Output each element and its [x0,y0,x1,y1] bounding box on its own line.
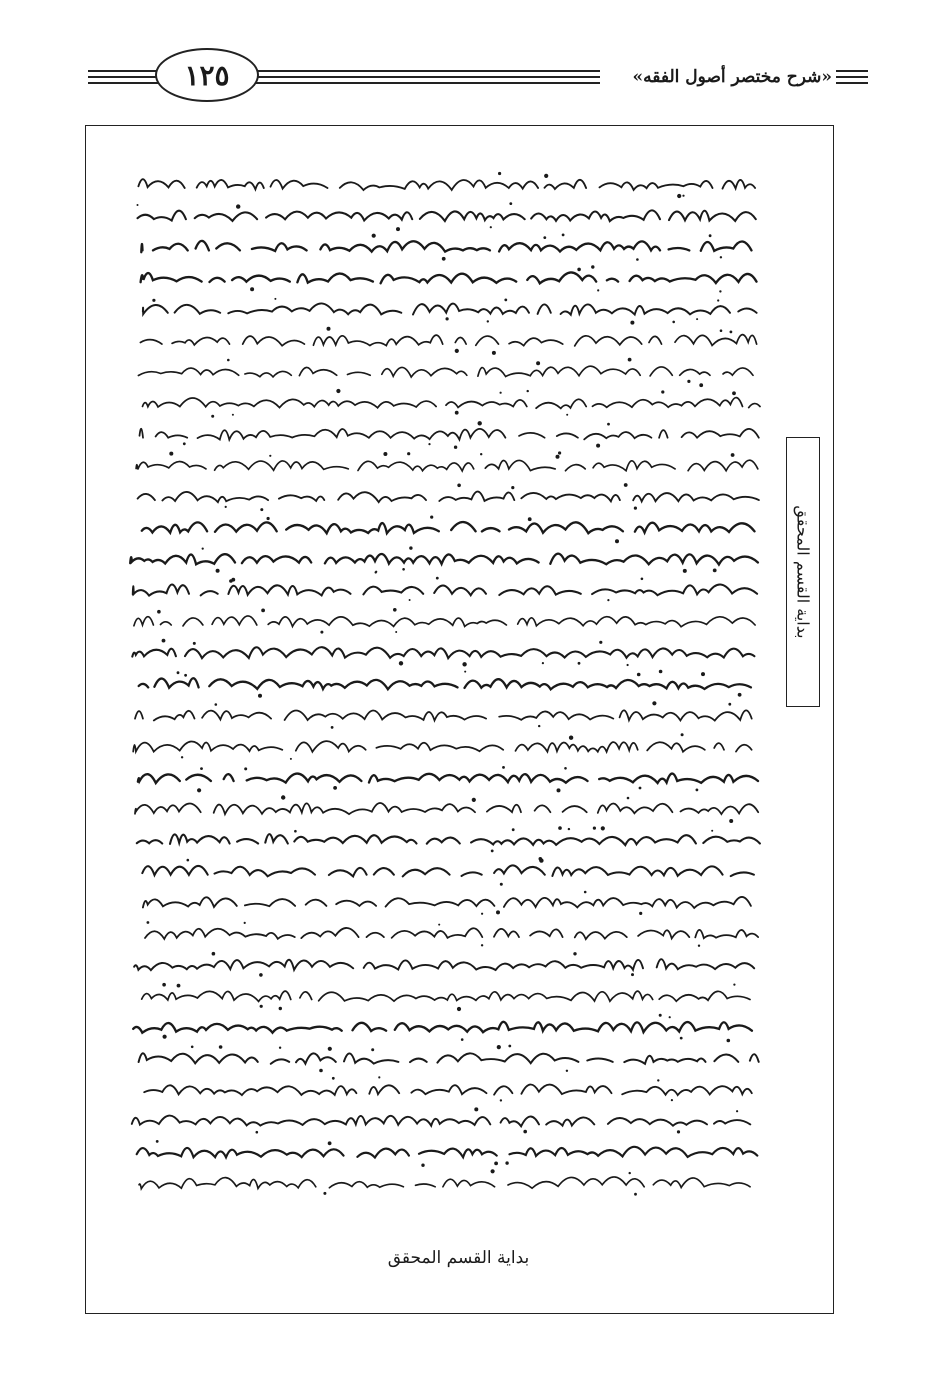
manuscript-line [141,272,757,283]
manuscript-line [130,554,758,565]
manuscript-dot [227,359,230,362]
manuscript-dot [630,321,634,325]
manuscript-dot [331,726,334,729]
manuscript-dot [187,859,190,862]
manuscript-dot [593,827,596,830]
manuscript-dot [542,662,544,664]
manuscript-dot [502,766,505,769]
manuscript-dot [162,639,166,643]
manuscript-dot [639,912,642,915]
manuscript-dot [491,1169,495,1173]
manuscript-line [132,1116,751,1127]
manuscript-dot [556,455,560,459]
manuscript-dot [481,944,483,946]
manuscript-dot [628,358,632,362]
manuscript-line [143,897,751,908]
manuscript-line [143,303,757,314]
manuscript-dot [395,631,397,633]
manuscript-dot [177,671,180,674]
manuscript-dot [500,1099,502,1101]
manuscript-line [141,241,751,252]
manuscript-line [137,1147,758,1158]
manuscript-dot [536,361,540,365]
manuscript-dot [557,788,561,792]
manuscript-dot [671,1099,673,1101]
manuscript-dot [672,321,675,324]
manuscript-dot [733,984,735,986]
manuscript-dot [430,516,433,519]
manuscript-dot [527,390,529,392]
manuscript-dot [497,1045,501,1049]
manuscript-line [140,429,759,440]
manuscript-line [139,1053,759,1064]
manuscript-dot [191,1046,194,1049]
manuscript-dot [566,1070,568,1072]
manuscript-dot [661,390,664,393]
manuscript-line [135,710,752,720]
manuscript-dot [256,1131,259,1134]
manuscript-dot [496,910,500,914]
manuscript-dot [568,828,570,830]
manuscript-dot [274,298,276,300]
manuscript-line [133,1022,752,1033]
manuscript-dot [696,789,699,792]
manuscript-dot [627,664,629,666]
manuscript-dot [698,945,700,947]
manuscript-dot [478,421,482,425]
handwritten-text [120,170,770,1220]
manuscript-dot [558,451,561,454]
manuscript-dot [543,236,546,239]
manuscript-dot [641,578,644,581]
manuscript-dot [446,317,449,320]
manuscript-dot [717,299,719,301]
manuscript-dot [730,331,733,334]
manuscript-dot [200,767,203,770]
manuscript-dot [402,568,405,571]
manuscript-dot [455,349,459,353]
manuscript-dot [711,830,713,832]
manuscript-dot [491,850,494,853]
manuscript-dot [464,671,466,673]
manuscript-dot [500,392,502,394]
manuscript-dot [457,1007,461,1011]
manuscript-line [133,584,757,595]
manuscript-dot [652,701,656,705]
manuscript-dot [596,444,600,448]
manuscript-line [144,1084,752,1095]
manuscript-dot [494,1162,498,1166]
manuscript-dot [421,1164,424,1167]
manuscript-dot [631,973,634,976]
manuscript-line [145,928,758,939]
manuscript-dot [597,289,599,291]
manuscript-dot [399,661,403,665]
manuscript-dot [267,517,270,520]
manuscript-dot [328,1141,332,1145]
manuscript-dot [294,830,297,833]
manuscript-dot [455,411,459,415]
manuscript-dot [736,1110,738,1112]
manuscript-dot [505,1161,508,1164]
manuscript-dot [569,736,573,740]
manuscript-dot [636,258,639,261]
manuscript-dot [729,819,733,823]
running-title: «شرح مختصر أصول الفقه» [600,60,836,94]
manuscript-dot [383,452,387,456]
manuscript-dot [681,733,684,736]
manuscript-dot [544,174,548,178]
manuscript-dot [637,673,641,677]
manuscript-dot [639,787,642,790]
manuscript-dot [509,202,512,205]
manuscript-dot [211,415,214,418]
manuscript-dot [731,453,735,457]
manuscript-dot [181,756,183,758]
manuscript-dot [508,1045,511,1048]
manuscript-dot [269,455,271,457]
manuscript-dot [709,234,712,237]
manuscript-line [139,678,751,689]
manuscript-dot [197,788,201,792]
manuscript-dot [669,1016,671,1018]
manuscript-dot [157,610,161,614]
manuscript-dot [152,299,155,302]
caption: بداية القسم المحقق [387,1248,530,1268]
manuscript-line [143,398,761,409]
manuscript-dot [225,506,227,508]
manuscript-dot [512,828,515,831]
manuscript-dot [627,797,630,800]
manuscript-dot [683,569,687,573]
manuscript-dot [601,826,605,830]
manuscript-dot [728,703,731,706]
manuscript-dot [236,204,240,208]
manuscript-dot [438,924,440,926]
manuscript-dot [215,703,218,706]
manuscript-line [136,460,758,471]
manuscript-dot [212,952,216,956]
manuscript-dot [375,571,377,573]
manuscript-dot [202,548,204,550]
manuscript-dot [615,539,619,543]
manuscript-dot [738,693,742,697]
manuscript-dot [528,517,532,521]
manuscript-dot [137,204,139,206]
manuscript-dot [320,631,323,634]
manuscript-dot [229,579,233,583]
manuscript-dot [634,1193,637,1196]
manuscript-dot [682,195,684,197]
manuscript-dot [490,226,492,228]
page-number: ١٢٥ [155,48,259,102]
manuscript-dot [577,268,581,272]
manuscript-dot [260,508,263,511]
manuscript-dot [564,767,567,770]
manuscript-dot [336,389,340,393]
manuscript-dot [219,1045,223,1049]
manuscript-dot [492,351,496,355]
manuscript-line [124,647,755,658]
manuscript-dot [699,383,703,387]
manuscript-line [134,959,754,970]
manuscript-dot [232,414,234,416]
manuscript-line [142,991,750,1001]
manuscript-line [142,865,754,876]
manuscript-image [120,170,770,1220]
manuscript-dot [328,1047,332,1051]
manuscript-dot [319,1069,323,1073]
manuscript-dot [732,391,736,395]
manuscript-dot [372,234,376,238]
manuscript-dot [634,507,637,510]
manuscript-dot [687,380,690,383]
manuscript-dot [680,1037,683,1040]
side-label-text: بداية القسم المحقق [793,505,813,639]
manuscript-dot [279,1047,281,1049]
manuscript-dot [578,662,581,665]
manuscript-dot [607,599,609,601]
manuscript-dot [599,641,602,644]
manuscript-line [140,335,756,346]
manuscript-dot [558,826,562,830]
manuscript-line [133,741,751,752]
manuscript-dot [260,1005,263,1008]
manuscript-dot [281,795,285,799]
manuscript-dot [436,577,439,580]
manuscript-dot [713,569,717,573]
manuscript-dot [629,1172,631,1174]
manuscript-line [138,774,758,783]
manuscript-dot [393,608,397,612]
manuscript-line [137,834,760,845]
manuscript-dot [163,1035,167,1039]
manuscript-dot [454,446,457,449]
manuscript-dot [169,452,173,456]
manuscript-dot [566,414,568,416]
manuscript-dot [500,883,503,886]
manuscript-line [131,179,755,190]
manuscript-dot [562,234,565,237]
manuscript-dot [327,327,331,331]
manuscript-dot [156,1140,159,1143]
manuscript-dot [511,486,514,489]
manuscript-dot [659,1014,662,1017]
manuscript-dot [719,290,721,292]
manuscript-dot [573,952,576,955]
manuscript-dot [461,1038,464,1041]
manuscript-dot [184,674,187,677]
manuscript-dot [396,227,400,231]
manuscript-line [139,1177,750,1189]
manuscript-dot [457,484,461,488]
manuscript-dot [371,1048,374,1051]
manuscript-dot [701,672,705,676]
manuscript-dot [323,1192,326,1195]
manuscript-line [134,616,755,627]
manuscript-dot [250,287,254,291]
manuscript-dot [607,423,610,426]
manuscript-dot [727,1039,731,1043]
manuscript-dot [474,1107,478,1111]
manuscript-line [138,210,756,221]
manuscript-line [138,492,759,503]
manuscript-dot [657,1079,659,1081]
side-label-box [786,437,820,707]
manuscript-dot [677,194,681,198]
manuscript-line [142,522,755,533]
manuscript-dot [462,662,466,666]
manuscript-dot [244,767,247,770]
manuscript-dot [147,921,150,924]
manuscript-dot [428,443,430,445]
manuscript-dot [244,922,246,924]
manuscript-dot [261,609,265,613]
manuscript-dot [259,973,263,977]
manuscript-dot [720,329,723,332]
manuscript-dot [504,299,507,302]
manuscript-line [135,803,758,814]
manuscript-dot [487,320,489,322]
manuscript-dot [696,318,698,320]
manuscript-dot [498,172,501,175]
manuscript-dot [279,1007,282,1010]
manuscript-dot [481,913,483,915]
manuscript-dot [442,257,446,261]
manuscript-dot [523,1130,527,1134]
manuscript-dot [659,670,663,674]
manuscript-dot [480,453,482,455]
manuscript-dot [258,694,262,698]
manuscript-dot [409,546,412,549]
manuscript-dot [591,265,594,268]
manuscript-dot [624,483,628,487]
manuscript-dot [677,1130,680,1133]
manuscript-dot [162,983,166,987]
manuscript-dot [333,786,337,790]
manuscript-dot [472,798,476,802]
manuscript-dot [193,642,196,645]
manuscript-dot [183,442,186,445]
manuscript-dot [177,984,181,988]
manuscript-dot [584,891,587,894]
manuscript-line [138,366,753,377]
manuscript-dot [290,758,292,760]
manuscript-dot [539,857,543,861]
manuscript-dot [332,1077,335,1080]
manuscript-dot [720,256,722,258]
manuscript-dot [407,452,410,455]
manuscript-dot [378,1076,380,1078]
manuscript-dot [409,599,411,601]
manuscript-dot [216,569,220,573]
manuscript-dot [538,725,540,727]
